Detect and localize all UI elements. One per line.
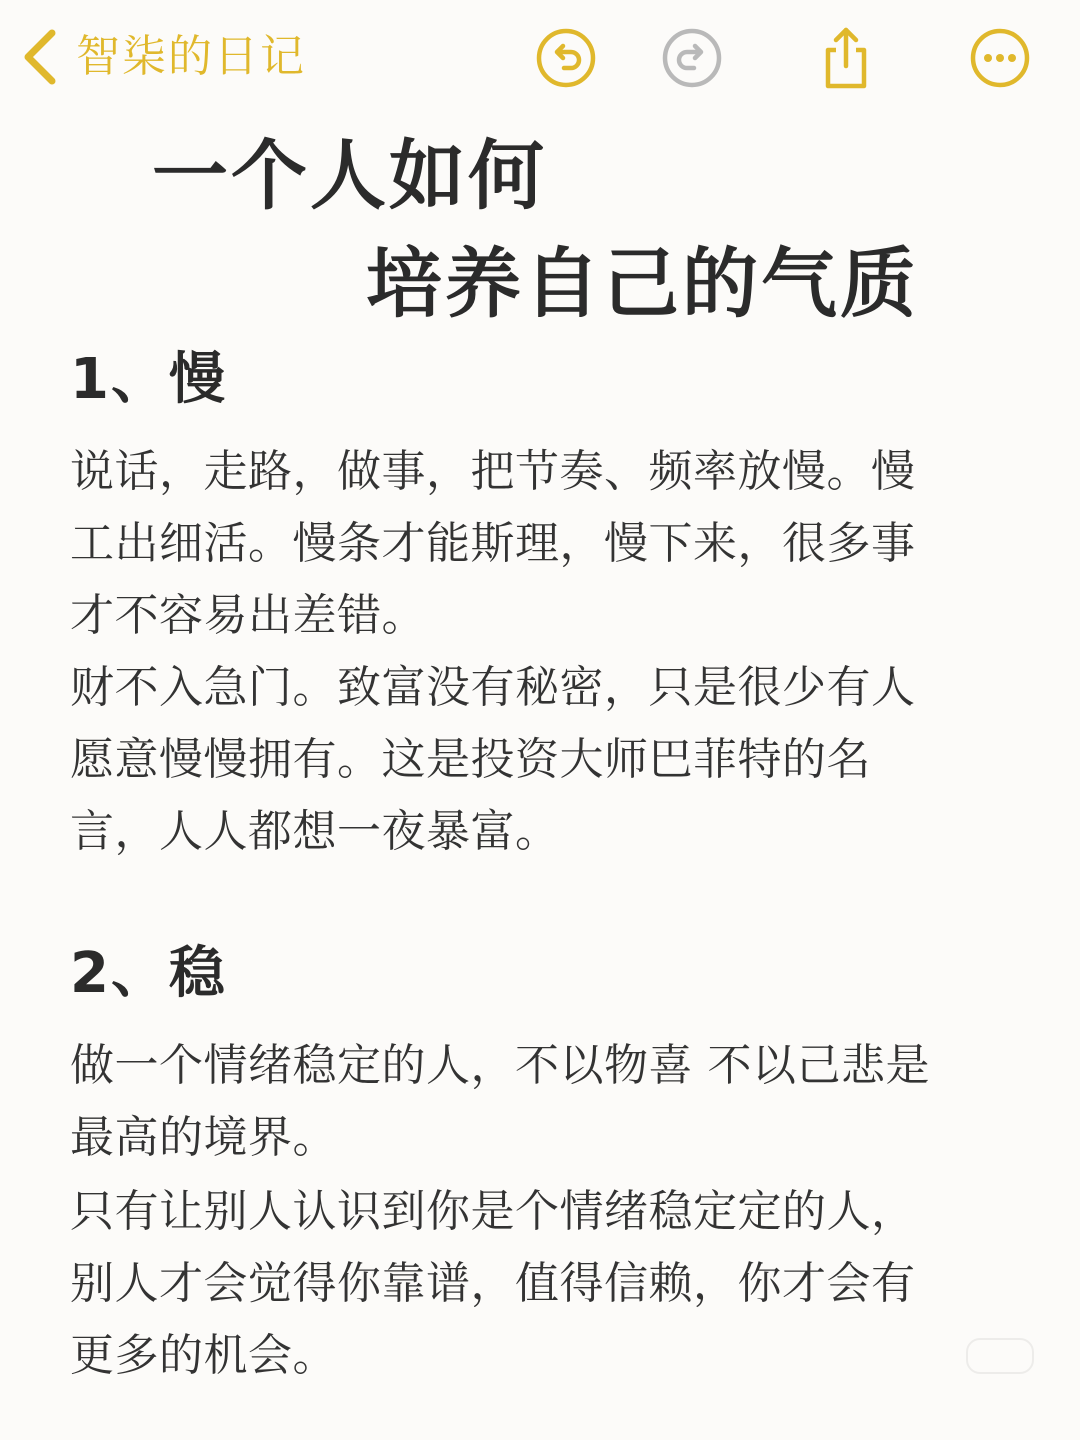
text-line: 做一个情绪稳定的人，不以物喜 不以己悲是 [70,1040,930,1091]
more-button[interactable] [968,26,1032,90]
section-2-paragraph-2 [70,1176,916,1392]
text-line: 工出细活。慢条才能斯理，慢下来，很多事 [70,518,916,569]
undo-icon [534,26,598,90]
text-line: 只有让别人认识到你是个情绪稳定定的人， [70,1186,916,1237]
undo-button[interactable] [534,26,598,90]
navigation-bar [0,0,1080,112]
redo-button[interactable] [660,26,724,90]
text-line: 别人才会觉得你靠谱，值得信赖，你才会有 [70,1258,916,1309]
text-line: 言，人人都想一夜暴富。 [70,806,560,857]
back-label: 智柒的日记 [76,31,306,82]
note-title-line-2: 培养自己的气质 [366,239,919,328]
share-icon [814,26,878,90]
section-1-paragraph-2 [70,652,916,868]
text-line: 财不入急门。致富没有秘密，只是很少有人 [70,662,916,713]
watermark-icon [966,1338,1034,1374]
section-heading-2: 2、稳 [70,941,227,1006]
section-2-paragraph-1 [70,1030,930,1174]
text-line: 说话，走路，做事，把节奏、频率放慢。慢 [70,446,916,497]
back-button[interactable] [18,22,306,92]
more-icon [968,26,1032,90]
chevron-left-icon [18,27,62,87]
note-title-line-1: 一个人如何 [152,131,547,220]
text-line: 才不容易出差错。 [70,590,426,641]
share-button[interactable] [814,26,878,90]
text-line: 最高的境界。 [70,1112,337,1163]
text-line: 更多的机会。 [70,1330,337,1381]
section-heading-1: 1、慢 [70,347,227,412]
redo-icon [660,26,724,90]
section-1-paragraph-1 [70,436,916,652]
text-line: 愿意慢慢拥有。这是投资大师巴菲特的名 [70,734,871,785]
